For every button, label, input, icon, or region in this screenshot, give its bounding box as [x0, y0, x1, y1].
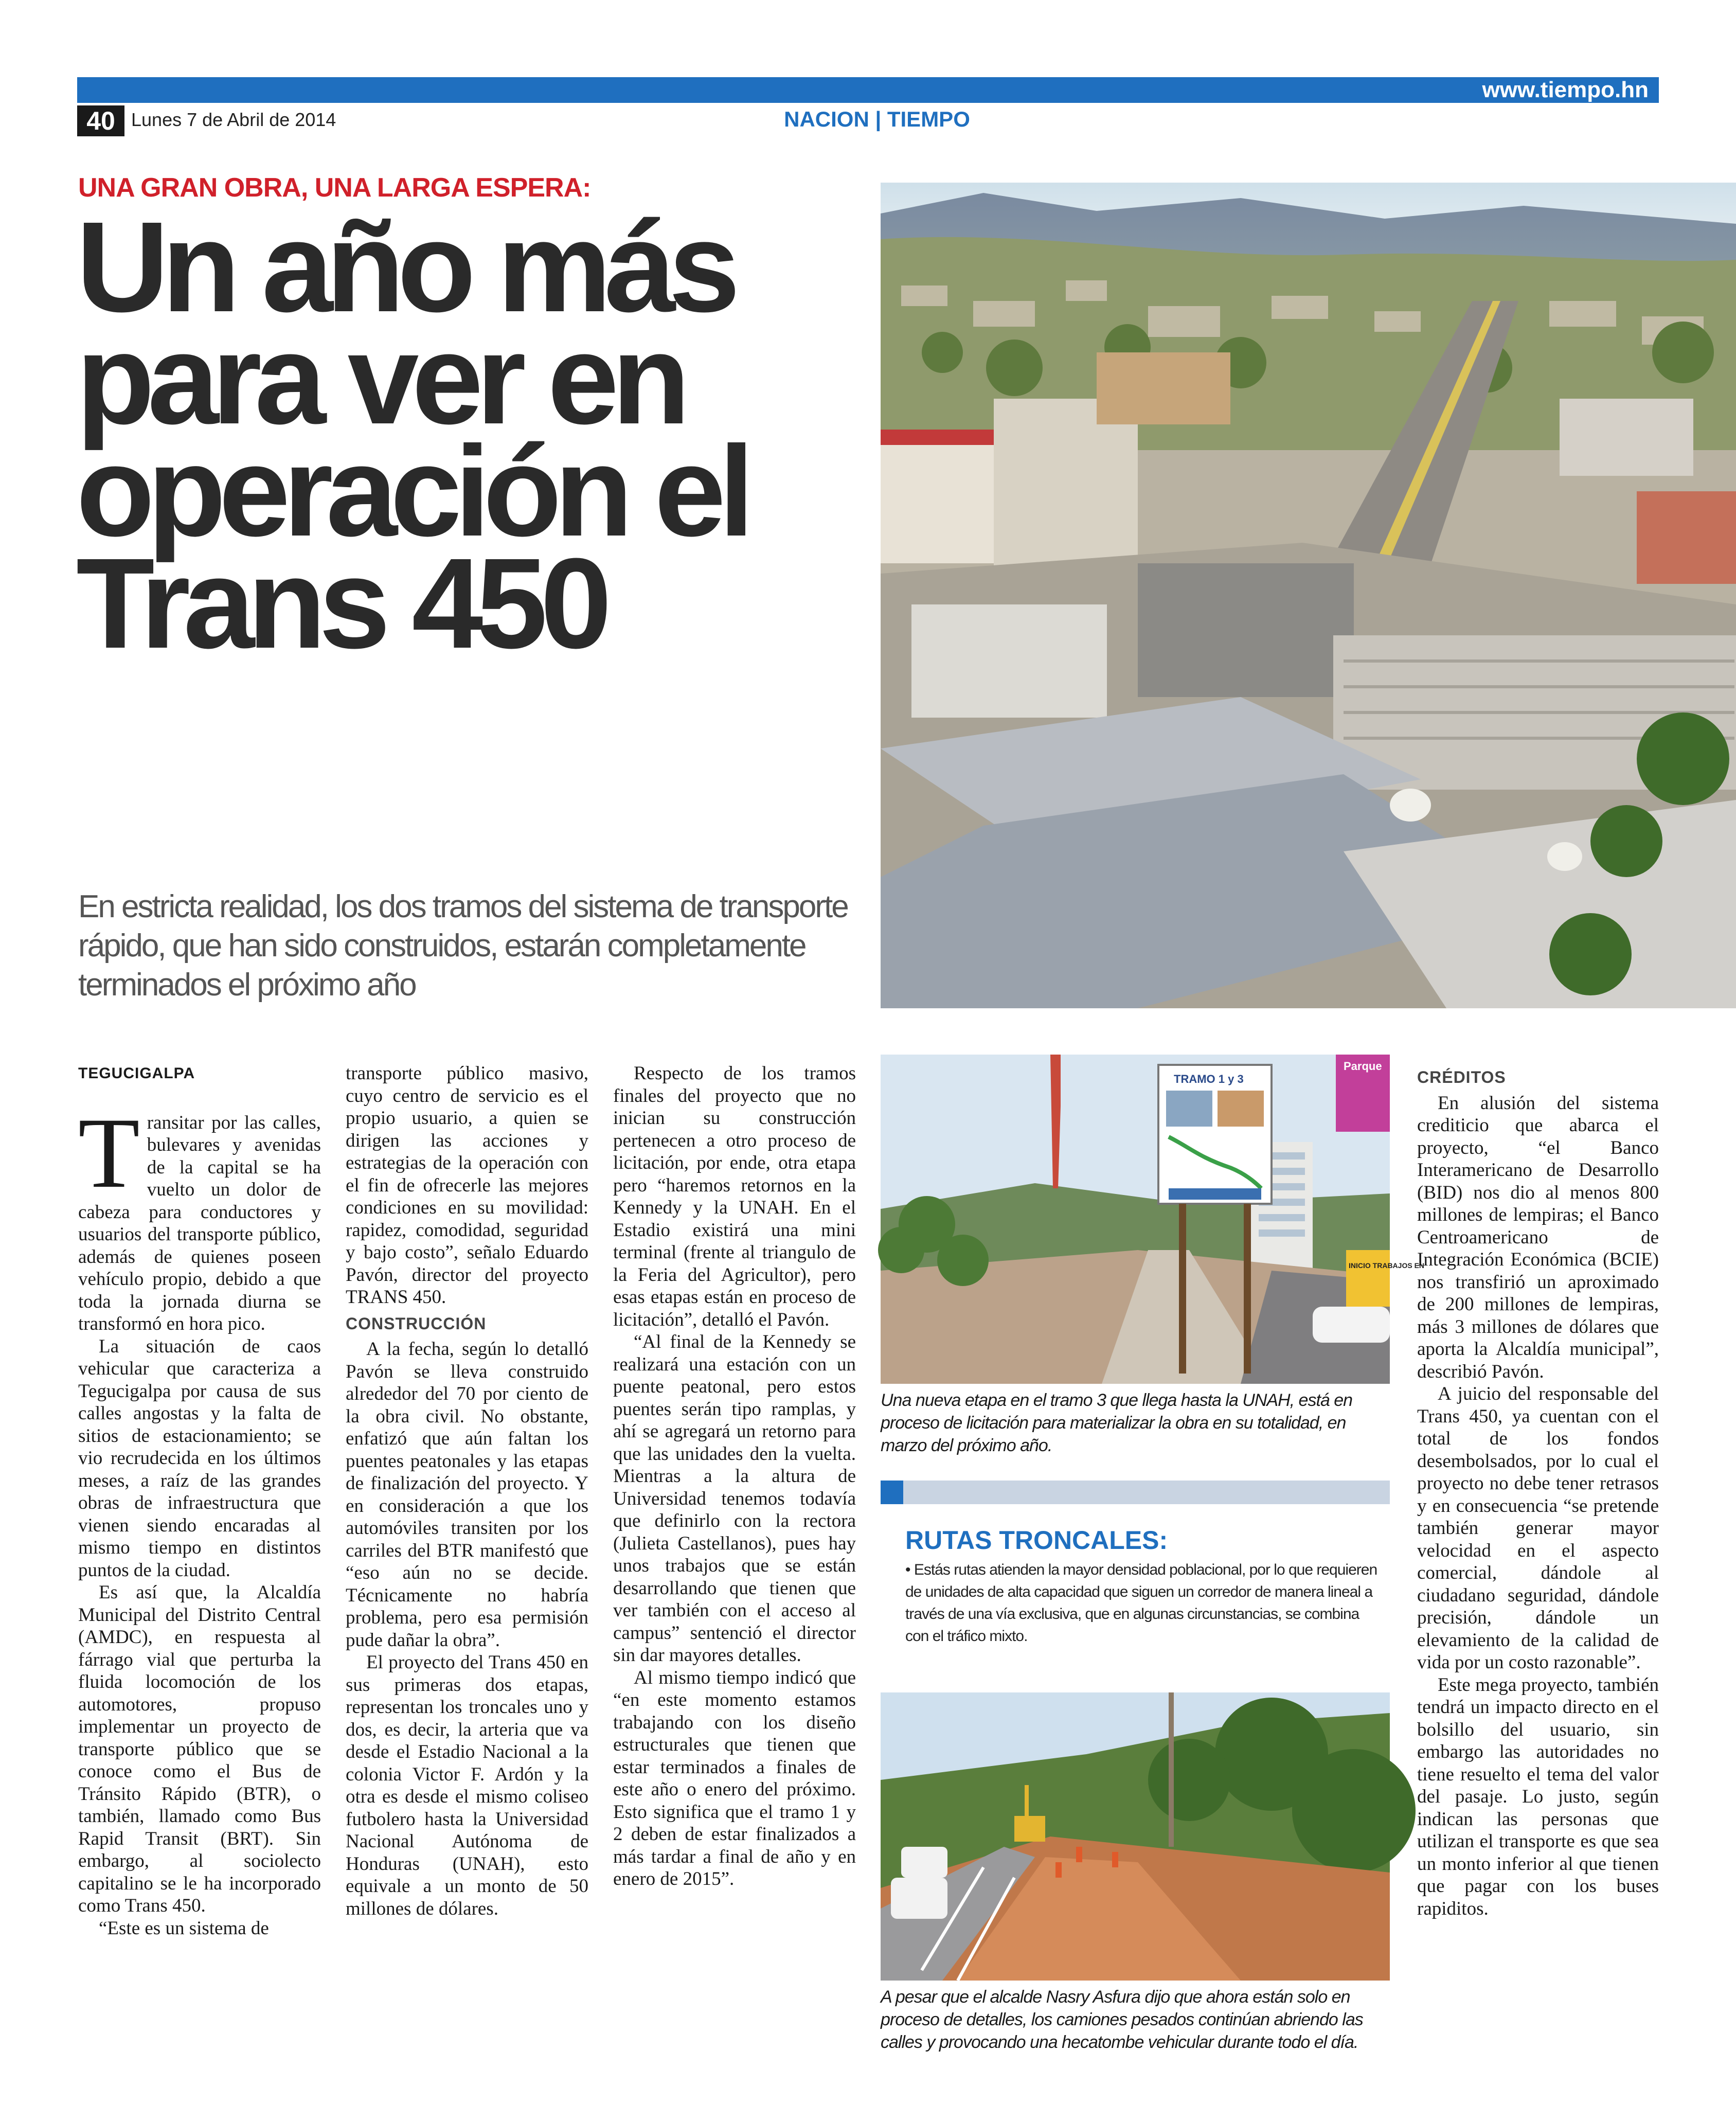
billboard-text: Parque [1344, 1060, 1382, 1073]
body-paragraph: El proyecto del Trans 450 en sus primeras dos etapas, representan los troncales uno y dos, es decir, la arteria que va desde el Estadio Nacional a la colonia Victor F. Ardón y la otra es desde el mismo coliseo futbolero hasta la Universidad Nacional Autónoma de Honduras (UNAH), esto equivale a un monto de 50 millones de dólares. [346, 1652, 588, 1919]
sidebar-bar-accent [881, 1481, 903, 1504]
main-photo-aerial-city [881, 183, 1736, 1008]
dateline: TEGUCIGALPA [78, 1065, 195, 1082]
aerial-city-illustration [881, 183, 1736, 1008]
headline-line: Un año más [76, 195, 733, 338]
section-label: NACION | TIEMPO [784, 107, 970, 131]
sign-small-text: INICIO TRABAJOS EN [1349, 1261, 1425, 1270]
issue-date: Lunes 7 de Abril de 2014 [131, 109, 336, 130]
body-paragraph: transporte público masivo, cuyo centro de servicio es el propio usuario, a quien se dirigen las acciones y estrategias de la operación con el fin de ofrecerle las mejores condiciones en su movilidad: rapidez, comodidad, seguridad y bajo costo”, señalo Eduardo Pavón, director del proyecto TRANS 450. [346, 1063, 588, 1308]
photo-road-construction [881, 1692, 1390, 1981]
header-bar [77, 77, 1659, 103]
body-paragraph: “Al final de la Kennedy se realizará una estación con un puente peatonal, pero estos puentes serán tipo ramplas, y ahí se agregará un retorno para que las unidades den la vuelta. Mientras a la altura de Universidad tenemos todavía que definirlo con la rectora (Julieta Castellanos), pues hay unos trabajos que se están desarrollando que tienen que ver también con el acceso al campus” sentenció el director sin dar mayores detalles. [613, 1331, 856, 1666]
body-paragraph [78, 1097, 321, 1335]
body-paragraph: La situación de caos vehicular que caracteriza a Tegucigalpa por causa de sus calles angostas y la falta de sitios de estacionamiento; se vio recrudecida en los últimos meses, a raíz de las grandes obras de infraestructura que vienen siendo encaradas al mismo tiempo en distintos puntos de la ciudad. [78, 1335, 321, 1581]
headline-line: Trans 450 [76, 531, 605, 675]
construction-photo-illustration [881, 1692, 1390, 1981]
sign-photo-illustration [881, 1055, 1425, 1384]
photo-caption-2: Una nueva etapa en el tramo 3 que llega hasta la UNAH, está en proceso de licitación para materializar la obra en su totalidad, en marzo del próximo año. [881, 1390, 1353, 1455]
body-paragraph: “Este es un sistema de [99, 1917, 269, 1939]
headline [76, 195, 879, 675]
body-paragraph: Respecto de los tramos finales del proyecto que no inician su construcción pertenecen a otro proceso de licitación, por ende, otra etapa pero “haremos retornos en la Kennedy y la UNAH. En el Estadio existirá una mini terminal (frente al triangulo de la Feria del Agricultor), pero esas etapas están en proceso de licitación”, detalló el Pavón. [613, 1063, 856, 1330]
subhead-construccion: CONSTRUCCIÓN [346, 1314, 487, 1333]
kicker: UNA GRAN OBRA, UNA LARGA ESPERA: [78, 173, 591, 203]
body-paragraph: Este mega proyecto, también tendrá un impacto directo en el bolsillo del usuario, sin embargo las autoridades no tiene resuelto el tema del valor del pasaje. Lo justo, según indican las personas que utilizan el transporte es que sea un monto inferior al que tienen que pagar con los buses rapiditos. [1417, 1674, 1659, 1919]
page-number: 40 [77, 105, 124, 136]
deck: En estricta realidad, los dos tramos del sistema de transporte rápido, que han sido construidos, estarán completamente terminados el próximo año [78, 889, 848, 1003]
sidebar-title: RUTAS TRONCALES: [905, 1526, 1168, 1555]
body-paragraph: A juicio del responsable del Trans 450, ya cuentan con el total de los fondos desembolsados, por lo cual el proyecto no debe tener retrasos y en consecuencia “se pretende también generar mayor velocidad en el aspecto comercial, dándole al ciudadano seguridad, dándole precisión, dándole un elevamiento de la calidad de vida por un costo razonable”. [1417, 1383, 1659, 1673]
article-column-3 [613, 1062, 856, 1891]
body-paragraph: Al mismo tiempo indicó que “en este momento estamos trabajando con los diseño estructurales que tienen que estar terminados a finales de este año o enero del próximo. Esto significa que el tramo 1 y 2 deben de estar finalizados a más tardar a final de año y en enero de 2015”. [613, 1667, 856, 1889]
site-url[interactable]: www.tiempo.hn [1482, 77, 1649, 102]
headline-line: para ver en [76, 307, 684, 451]
body-paragraph: Es así que, la Alcaldía Municipal del Distrito Central (AMDC), en respuesta al fárrago vial que perturba la fluida locomoción de los automotores, propuso implementar un proyecto de transporte público que se conoce como el Bus de Tránsito Rápido (BTR), o también, llamado como Bus Rapid Transit (BRT). Sin embargo, al sociolecto capitalino se le ha incorporado como Trans 450. [78, 1582, 321, 1916]
headline-line: operación el [76, 419, 747, 563]
sidebar-bar [881, 1481, 1390, 1504]
photo-caption-3: A pesar que el alcalde Nasry Asfura dijo que ahora están solo en proceso de detalles, los camiones pesados continúan abriendo las calles y provocando una hecatombe vehicular durante todo el día. [881, 1987, 1363, 2052]
article-column-5 [1417, 1062, 1659, 1920]
body-paragraph: A la fecha, según lo detalló Pavón se lleva construido alrededor del 70 por ciento de la obra civil. No obstante, enfatizó que aún faltan los puentes peatonales y las etapas de finalización del proyecto. Y en consideración a que los automóviles transiten por los carriles del BTR manifestó que “eso aún no se decide. Técnicamente no habría problema, pero esa permisión pude dañar la obra”. [346, 1339, 588, 1651]
sign-title: TRAMO 1 y 3 [1174, 1073, 1244, 1085]
body-paragraph: En alusión del sistema crediticio que abarca el proyecto, “el Banco Interamericano de Desarrollo (BID) nos dio al menos 800 millones de lempiras; el Banco Centroamericano de Integración Económica (BCIE) nos transfirió un aproximado de 200 millones de lempiras, más 3 millones de dólares que aporta la Alcaldía municipal”, describió Pavón. [1417, 1092, 1659, 1382]
subhead-creditos: CRÉDITOS [1417, 1068, 1506, 1086]
paragraph-text: ransitar por las calles, bulevares y avenidas de la capital se ha vuelto un dolor de cabeza para conductores y usuarios del transporte público, además de quienes poseen vehículo propio, debido a que toda la jornada diurna se transformó en hora pico. [78, 1112, 321, 1334]
drop-cap: T [78, 1097, 140, 1209]
article-column-2 [346, 1062, 588, 1920]
photo-tramo-sign [881, 1055, 1425, 1384]
sidebar-text: • Estás rutas atienden la mayor densidad poblacional, por lo que requieren de unidades de alta capacidad que siguen un corredor de manera lineal a través de una vía exclusiva, que en algunas circunstancias, se combina con el tráfico mixto. [905, 1561, 1377, 1645]
article-column-1 [78, 1062, 321, 1939]
